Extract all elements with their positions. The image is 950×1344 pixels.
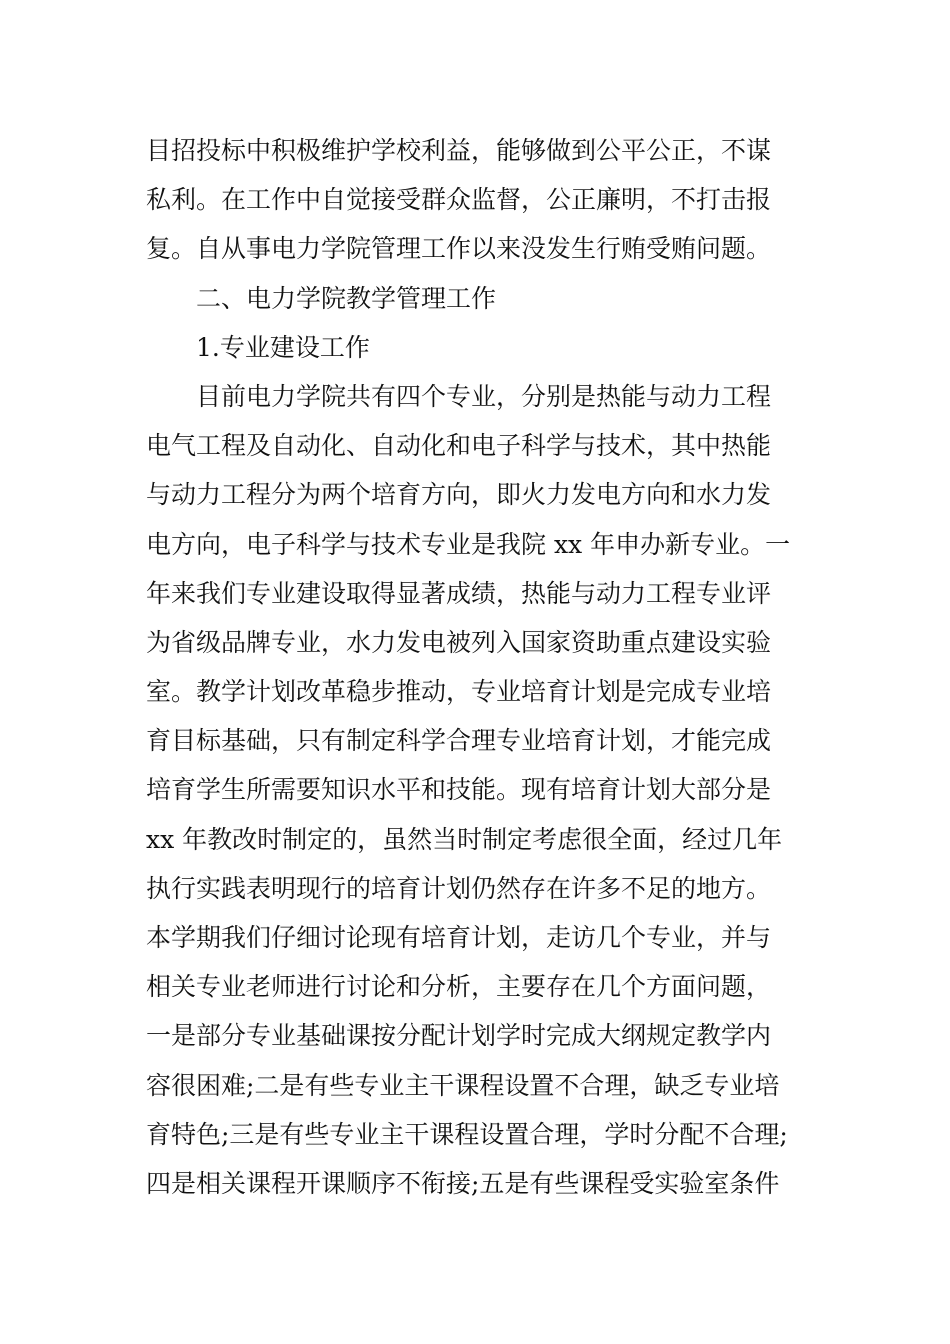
text-line: 一是部分专业基础课按分配计划学时完成大纲规定教学内 xyxy=(146,1021,772,1051)
text-line: 四是相关课程开课顺序不衔接;五是有些课程受实验室条件 xyxy=(146,1168,780,1198)
text-line: 培育学生所需要知识水平和技能。现有培育计划大部分是 xyxy=(146,775,772,805)
text-line: 容很困难;二是有些专业主干课程设置不合理，缺乏专业培 xyxy=(146,1070,780,1100)
text-line: xx 年教改时制定的，虽然当时制定考虑很全面，经过几年 xyxy=(146,824,783,854)
text-line: 年来我们专业建设取得显著成绩，热能与动力工程专业评 xyxy=(146,578,772,608)
text-line: 电方向，电子科学与技术专业是我院 xx 年申办新专业。一 xyxy=(146,529,791,559)
text-line: 为省级品牌专业，水力发电被列入国家资助重点建设实验 xyxy=(146,627,772,657)
text-line: 本学期我们仔细讨论现有培育计划，走访几个专业，并与 xyxy=(146,923,772,952)
document-body xyxy=(146,126,811,1208)
text-line: 目招投标中积极维护学校利益，能够做到公平公正，不谋 xyxy=(146,136,772,165)
text-line: 室。教学计划改革稳步推动，专业培育计划是完成专业培 xyxy=(146,677,772,707)
text-line: 育目标基础，只有制定科学合理专业培育计划，才能完成 xyxy=(146,726,772,756)
text-line: 目前电力学院共有四个专业，分别是热能与动力工程 xyxy=(196,381,772,411)
text-line: 相关专业老师进行讨论和分析，主要存在几个方面问题， xyxy=(146,972,772,1002)
text-line: 执行实践表明现行的培育计划仍然存在许多不足的地方。 xyxy=(146,873,772,903)
text-line: 育特色;三是有些专业主干课程设置合理，学时分配不合理; xyxy=(146,1119,788,1149)
text-line: 电气工程及自动化、自动化和电子科学与技术，其中热能 xyxy=(146,431,772,461)
text-line: 二、电力学院教学管理工作 xyxy=(196,283,497,313)
text-line: 1.专业建设工作 xyxy=(196,332,370,362)
text-line: 与动力工程分为两个培育方向，即火力发电方向和水力发 xyxy=(146,480,772,510)
text-line: 私利。在工作中自觉接受群众监督，公正廉明，不打击报 xyxy=(146,185,772,215)
text-line: 复。自从事电力学院管理工作以来没发生行贿受贿问题。 xyxy=(146,234,772,264)
